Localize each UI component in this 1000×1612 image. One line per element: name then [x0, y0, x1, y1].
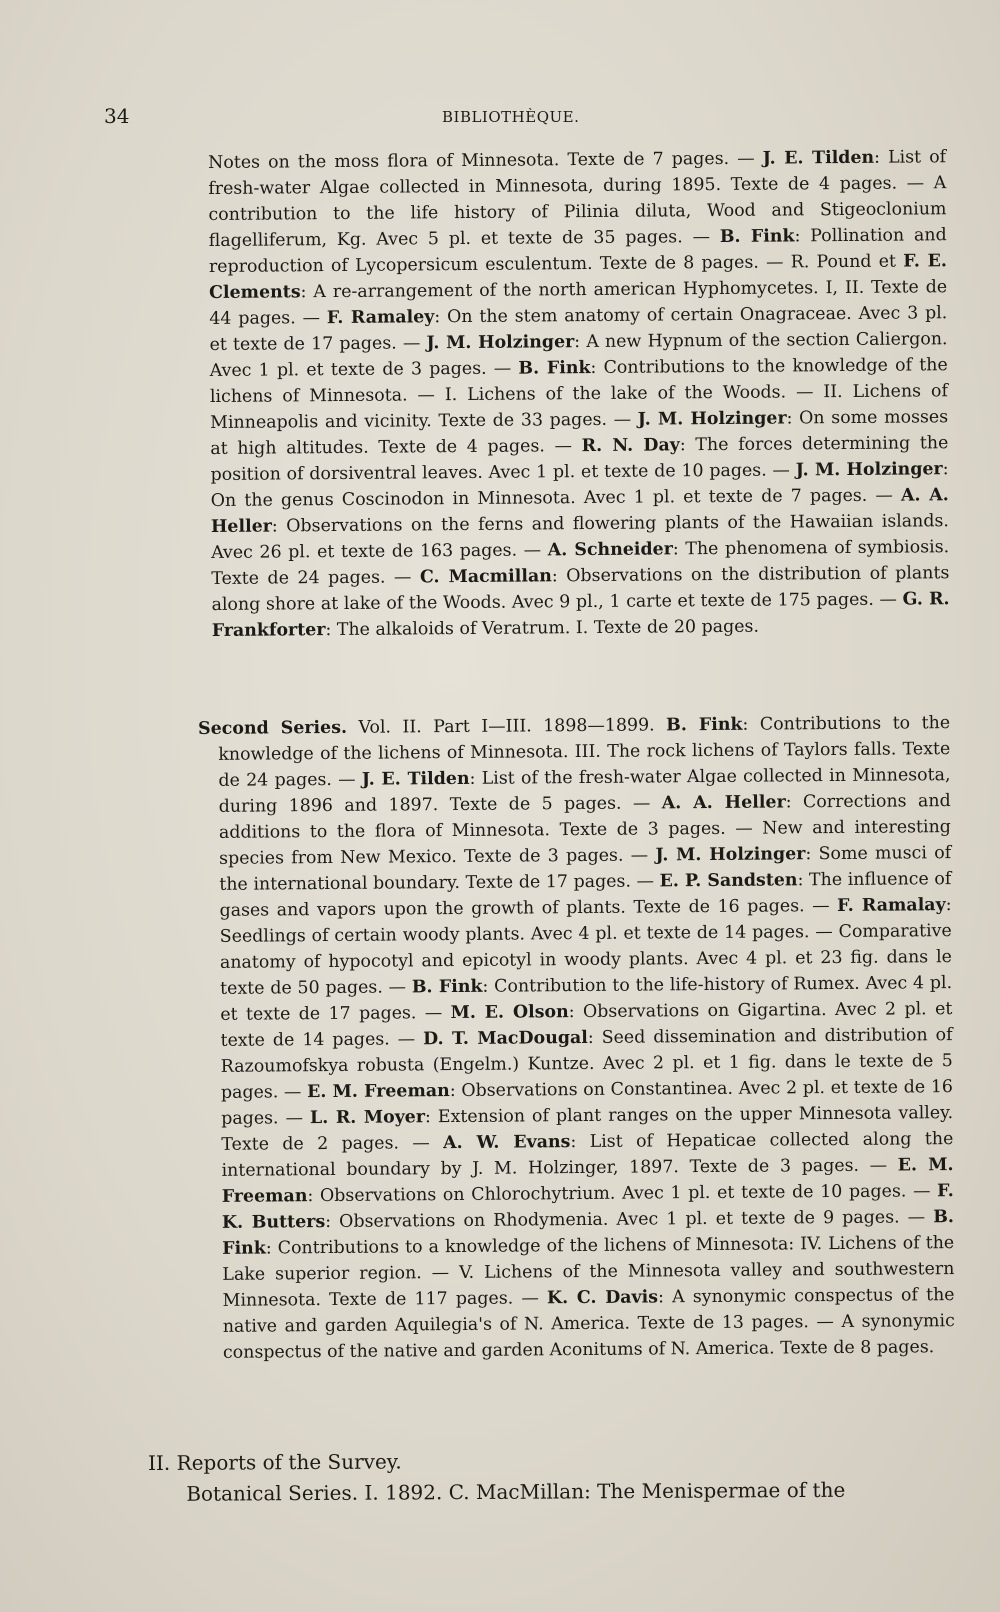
header-title: BIBLIOTHÈQUE.: [442, 108, 580, 126]
paragraph-second-series: Second Series. Vol. II. Part I—III. 1898—1899. B. Fink: Contributions to the knowledge of the lichens of Minnesota. III. The rock lichens of Taylors falls. Texte de 24 pages. — J. E. Tilden: List of the fresh-water Algae collected in Minnesota, during 1896 and 1897. Texte de 5 pages. — A. A. Heller: Corrections and additions to the flora of Minnesota. Texte de 3 pages. — New and interesting species from New Mexico. Texte de 3 pages. — J. M. Holzinger: Some musci of the international boundary. Texte de 17 pages. — E. P. Sandsten: The influence of gases and vapors upon the growth of plants. Texte de 16 pages. — F. Ramalay: Seedlings of certain woody plants. Avec 4 pl. et texte de 14 pages. — Comparative anatomy of hypocotyl and epicotyl in woody plants. Avec 4 pl. et 23 fig. dans le texte de 50 pages. — B. Fink: Contribution to the life-history of Rumex. Avec 4 pl. et texte de 17 pages. — M. E. Olson: Observations on Gigartina. Avec 2 pl. et texte de 14 pages. — D. T. MacDougal: Seed dissemination and distribution of Razoumofskya robusta (Engelm.) Kuntze. Avec 2 pl. et 1 fig. dans le texte de 5 pages. — E. M. Freeman: Observations on Constantinea. Avec 2 pl. et texte de 16 pages. — L. R. Moyer: Extension of plant ranges on the upper Minnesota valley. Texte de 2 pages. — A. W. Evans: List of Hepaticae collected along the international boundary by J. M. Holzinger, 1897. Texte de 3 pages. — E. M. Freeman: Observations on Chlorochytrium. Avec 1 pl. et texte de 10 pages. — F. K. Butters: Observations on Rhodymenia. Avec 1 pl. et texte de 9 pages. — B. Fink: Contributions to a knowledge of the lichens of Minnesota: IV. Lichens of the Lake superior region. — V. Lichens of the Minnesota valley and southwestern Minnesota. Texte de 117 pages. — K. C. Davis: A synonymic conspectus of the native and garden Aquilegia's of N. America. Texte de 13 pages. — A synonymic conspectus of the native and garden Aconitums of N. America. Texte de 8 pages.: [198, 713, 955, 1363]
paragraph-continued: Notes on the moss flora of Minnesota. Texte de 7 pages. — J. E. Tilden: List of fresh-water Algae collected in Minnesota, during 1895. Texte de 4 pages. — A contribution to the life history of Pilinia diluta, Wood and Stigeoclonium flagelliferum, Kg. Avec 5 pl. et texte de 35 pages. — B. Fink: Pollination and reproduction of Lycopersicum esculentum. Texte de 8 pages. — R. Pound et F. E. Clements: A re-arrangement of the north american Hyphomycetes. I, II. Texte de 44 pages. — F. Ramaley: On the stem anatomy of certain Onagraceae. Avec 3 pl. et texte de 17 pages. — J. M. Holzinger: A new Hypnum of the section Caliergon. Avec 1 pl. et texte de 3 pages. — B. Fink: Contributions to the knowledge of the lichens of Minnesota. — I. Lichens of the lake of the Woods. — II. Lichens of Minneapolis and vicinity. Texte de 33 pages. — J. M. Holzinger: On some mosses at high altitudes. Texte de 4 pages. — R. N. Day: The forces determining the position of dorsiventral leaves. Avec 1 pl. et texte de 10 pages. — J. M. Holzinger: On the genus Coscinodon in Minnesota. Avec 1 pl. et texte de 7 pages. — A. A. Heller: Observations on the ferns and flowering plants of the Hawaiian islands. Avec 26 pl. et texte de 163 pages. — A. Schneider: The phenomena of symbiosis. Texte de 24 pages. — C. Macmillan: Observations on the distribution of plants along shore at lake of the Woods. Avec 9 pl., 1 carte et texte de 175 pages. — G. R. Frankforter: The alkaloids of Veratrum. I. Texte de 20 pages.: [208, 147, 950, 641]
running-header: [0, 104, 1000, 134]
section-heading: II. Reports of the Survey.: [148, 1449, 402, 1475]
section-reports: [148, 1443, 958, 1510]
page-number: 34: [104, 104, 130, 128]
section-first-line: Botanical Series. I. 1892. C. MacMillan: The Menispermae of the: [186, 1477, 846, 1506]
